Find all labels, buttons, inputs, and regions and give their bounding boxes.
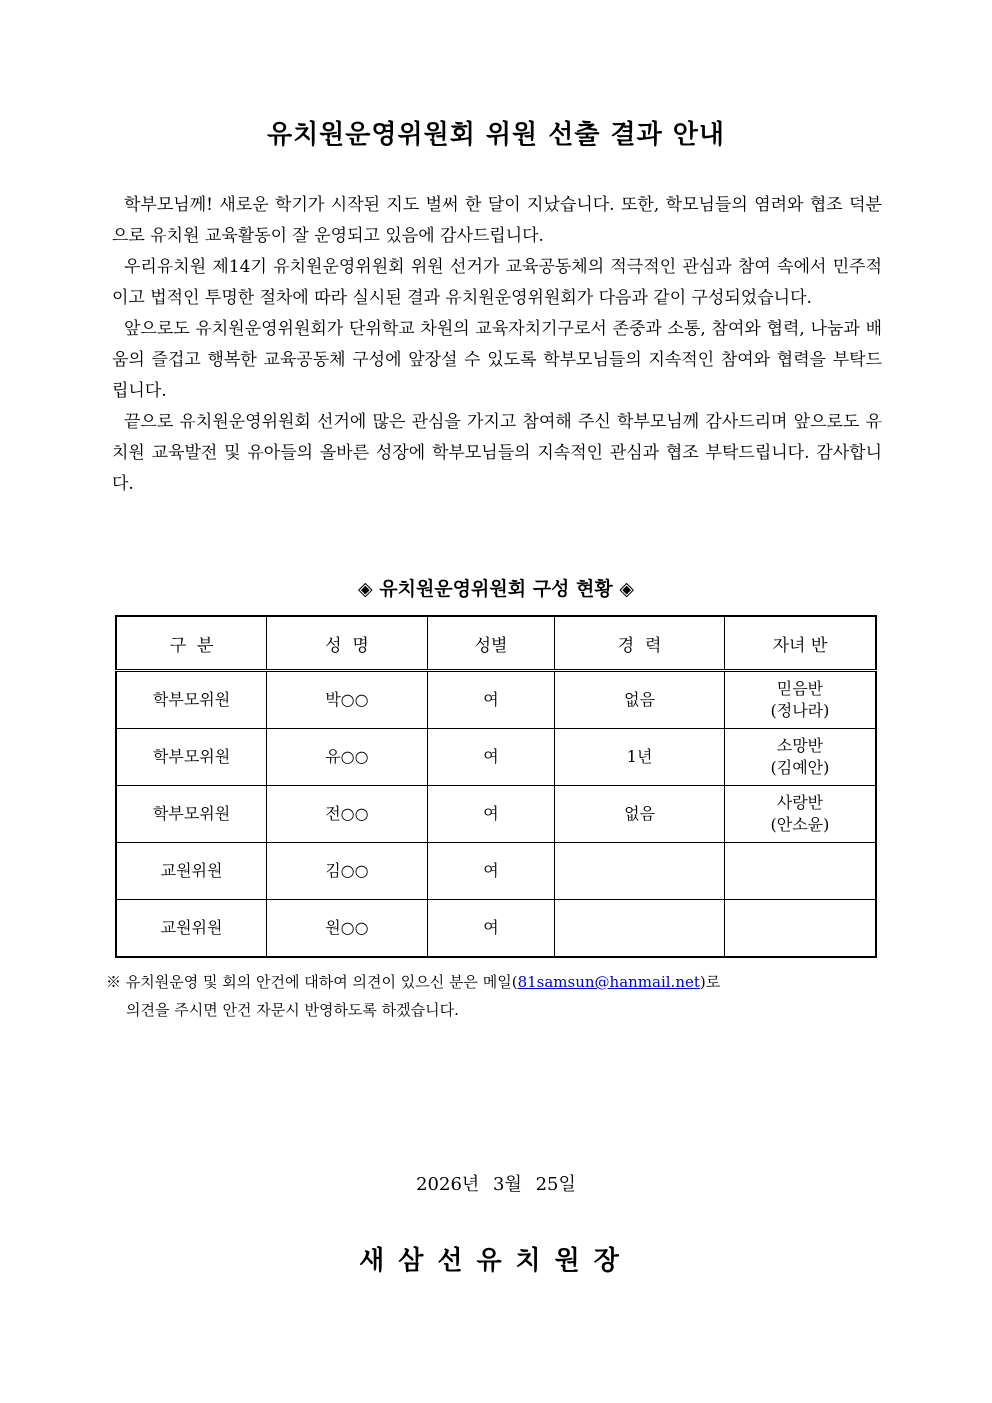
cell-type: 교원위원 [116,843,267,900]
notice-text: 유치원운영 및 회의 안건에 대하여 의견이 있으신 분은 메일( [125,973,518,991]
issue-date [0,1170,992,1196]
notice-text-end: )로 [699,973,721,991]
cell-child-class [724,671,876,729]
cell-type: 학부모위원 [116,786,267,843]
notice-line-2: 의견을 주시면 안건 자문시 반영하도록 하겠습니다. [126,1001,459,1019]
email-link[interactable]: 81samsun@hanmail.net [517,973,700,991]
table-row [116,900,876,958]
header-type: 구 분 [116,616,267,671]
cell-child-class [724,729,876,786]
paragraph-election [112,252,882,314]
class-name: 사랑반 [776,793,824,812]
cell-gender: 여 [427,786,555,843]
table-row [116,729,876,786]
table-row [116,843,876,900]
header-career: 경 력 [555,616,725,671]
cell-career: 없음 [555,671,725,729]
cell-career [555,900,725,958]
date-month: 3월 [493,1174,522,1195]
cell-gender: 여 [427,843,555,900]
cell-child-class [724,843,876,900]
cell-career [555,843,725,900]
header-name: 성 명 [267,616,428,671]
cell-career: 1년 [555,729,725,786]
body-text [112,190,882,500]
cell-type: 학부모위원 [116,671,267,729]
cell-gender: 여 [427,900,555,958]
principal-signature: 새삼선유치원장 [359,1246,633,1276]
paragraph-request-text: 앞으로도 유치원운영위원회가 단위학교 차원의 교육자치기구로서 존중과 소통, 참여와 협력, 나눔과 배움의 즐겁고 행복한 교육공동체 구성에 앞장설 수 있도록 학부모님들의 지속적인 참여와 협력을 부탁드립니다. [112,319,882,401]
child-name: (안소윤) [770,815,830,834]
class-name: 믿음반 [776,679,824,698]
notice [106,968,896,1024]
cell-type: 학부모위원 [116,729,267,786]
paragraph-closing [112,407,882,500]
table-heading: ◈ 유치원운영위원회 구성 현황 ◈ [358,578,634,600]
table-row [116,786,876,843]
header-gender: 성별 [427,616,555,671]
date-year: 2026년 [416,1174,480,1195]
cell-child-class [724,900,876,958]
header-child-class: 자녀 반 [724,616,876,671]
cell-type: 교원위원 [116,900,267,958]
paragraph-request [112,314,882,407]
committee-table [115,615,877,958]
cell-gender: 여 [427,729,555,786]
cell-name: 유○○ [267,729,428,786]
paragraph-closing-text: 끝으로 유치원운영위원회 선거에 많은 관심을 가지고 참여해 주신 학부모님께 감사드리며 앞으로도 유치원 교육발전 및 유아들의 올바른 성장에 학부모님들의 지속적인 관심과 협조 부탁드립니다. 감사합니다. [112,412,882,494]
child-name: (정나라) [770,701,830,720]
reference-mark-icon: ※ [106,973,122,991]
cell-career: 없음 [555,786,725,843]
notice-line-1 [106,968,896,996]
class-name: 소망반 [776,736,824,755]
cell-name: 원○○ [267,900,428,958]
document-title: 유치원운영위원회 위원 선출 결과 안내 [266,120,726,150]
paragraph-greeting [112,190,882,252]
table-row [116,671,876,729]
child-name: (김예안) [770,758,830,777]
date-day: 25일 [535,1174,576,1195]
paragraph-greeting-text: 학부모님께! 새로운 학기가 시작된 지도 벌써 한 달이 지났습니다. 또한, 학모님들의 염려와 협조 덕분으로 유치원 교육활동이 잘 운영되고 있음에 감사드립니다. [112,195,882,246]
cell-name: 박○○ [267,671,428,729]
cell-name: 전○○ [267,786,428,843]
table-header-row [116,616,876,671]
cell-child-class [724,786,876,843]
paragraph-election-text: 우리유치원 제14기 유치원운영위원회 위원 선거가 교육공동체의 적극적인 관심과 참여 속에서 민주적이고 법적인 투명한 절차에 따라 실시된 결과 유치원운영위원회가 다음과 같이 구성되었습니다. [112,257,882,308]
cell-gender: 여 [427,671,555,729]
cell-name: 김○○ [267,843,428,900]
